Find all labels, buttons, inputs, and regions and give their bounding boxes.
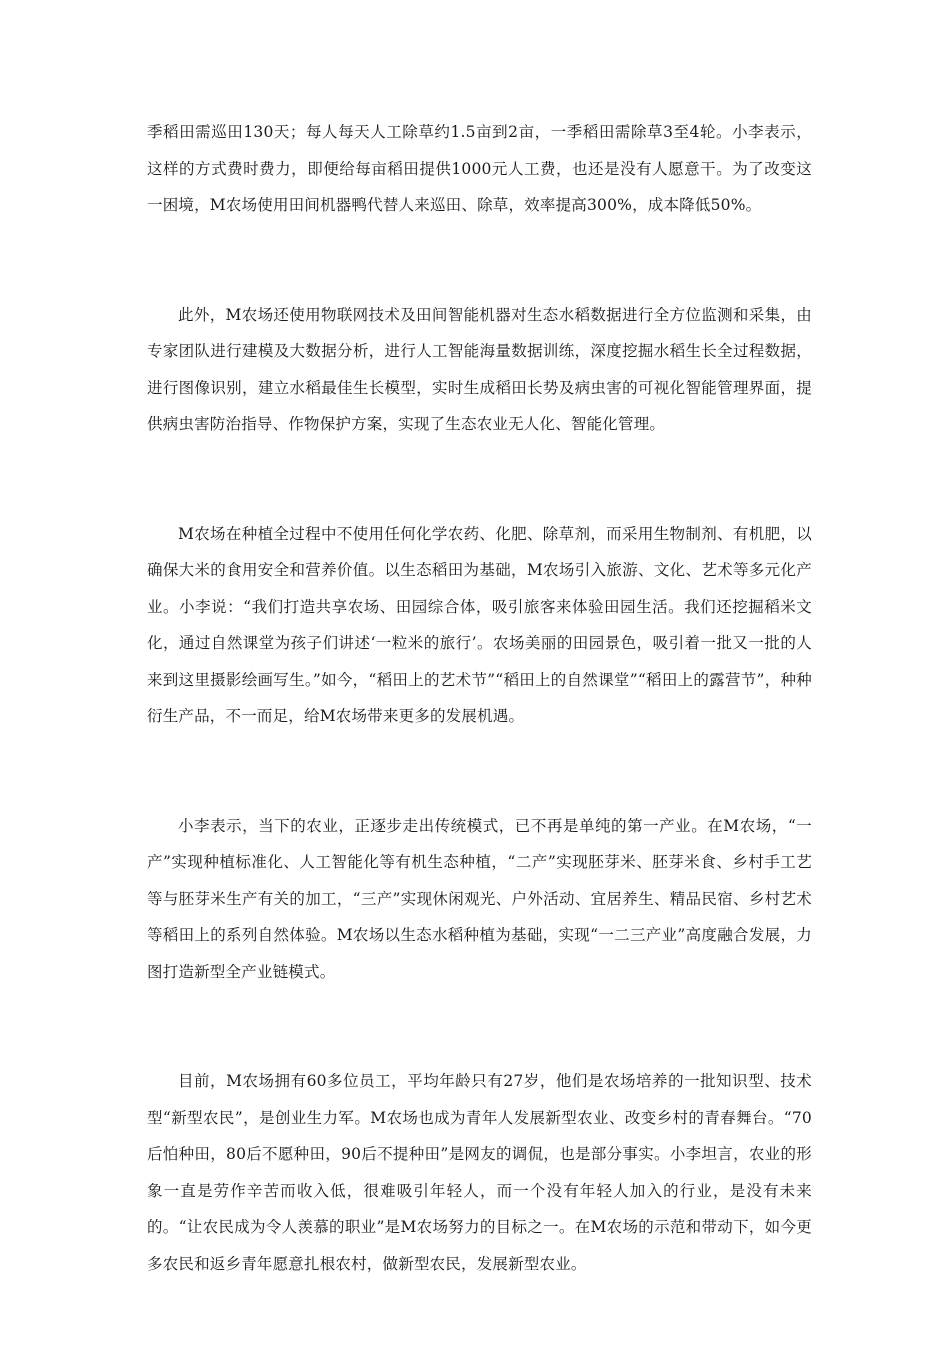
- paragraph-5: 目前，M农场拥有60多位员工，平均年龄只有27岁，他们是农场培养的一批知识型、技术型“新型农民”，是创业生力军。M农场也成为青年人发展新型农业、改变乡村的青春舞台。“70后怕种田，80后不愿种田，90后不提种田”是网友的调侃，也是部分事实。小李坦言，农业的形象一直是劳作辛苦而收入低，很难吸引年轻人，而一个没有年轻人加入的行业，是没有未来的。“让农民成为令人羡慕的职业”是M农场努力的目标之一。在M农场的示范和带动下，如今更多农民和返乡青年愿意扎根农村，做新型农民，发展新型农业。: [147, 1072, 812, 1273]
- paragraph-2: 此外，M农场还使用物联网技术及田间智能机器对生态水稻数据进行全方位监测和采集，由专家团队进行建模及大数据分析，进行人工智能海量数据训练，深度挖掘水稻生长全过程数据，进行图像识别，建立水稻最佳生长模型，实时生成稻田长势及病虫害的可视化智能管理界面，提供病虫害防治指导、作物保护方案，实现了生态农业无人化、智能化管理。: [147, 305, 812, 433]
- paragraph-1: 季稻田需巡田130天；每人每天人工除草约1.5亩到2亩，一季稻田需除草3至4轮。小李表示，这样的方式费时费力，即便给每亩稻田提供1000元人工费，也还是没有人愿意干。为了改变这一困境，M农场使用田间机器鸭代替人来巡田、除草，效率提高300%，成本降低50%。: [147, 123, 812, 214]
- document-body: [147, 114, 812, 1355]
- paragraph-3: M农场在种植全过程中不使用任何化学农药、化肥、除草剂，而采用生物制剂、有机肥，以确保大米的食用安全和营养价值。以生态稻田为基础，M农场引入旅游、文化、艺术等多元化产业。小李说：“我们打造共享农场、田园综合体，吸引旅客来体验田园生活。我们还挖掘稻米文化，通过自然课堂为孩子们讲述‘一粒米的旅行’。农场美丽的田园景色，吸引着一批又一批的人来到这里摄影绘画写生。”如今，“稻田上的艺术节”“稻田上的自然课堂”“稻田上的露营节”，种种衍生产品，不一而足，给M农场带来更多的发展机遇。: [147, 524, 812, 725]
- paragraph-4: 小李表示，当下的农业，正逐步走出传统模式，已不再是单纯的第一产业。在M农场，“一产”实现种植标准化、人工智能化等有机生态种植，“二产”实现胚芽米、胚芽米食、乡村手工艺等与胚芽米生产有关的加工，“三产”实现休闲观光、户外活动、宜居养生、精品民宿、乡村艺术等稻田上的系列自然体验。M农场以生态水稻种植为基础，实现“一二三产业”高度融合发展，力图打造新型全产业链模式。: [147, 816, 812, 981]
